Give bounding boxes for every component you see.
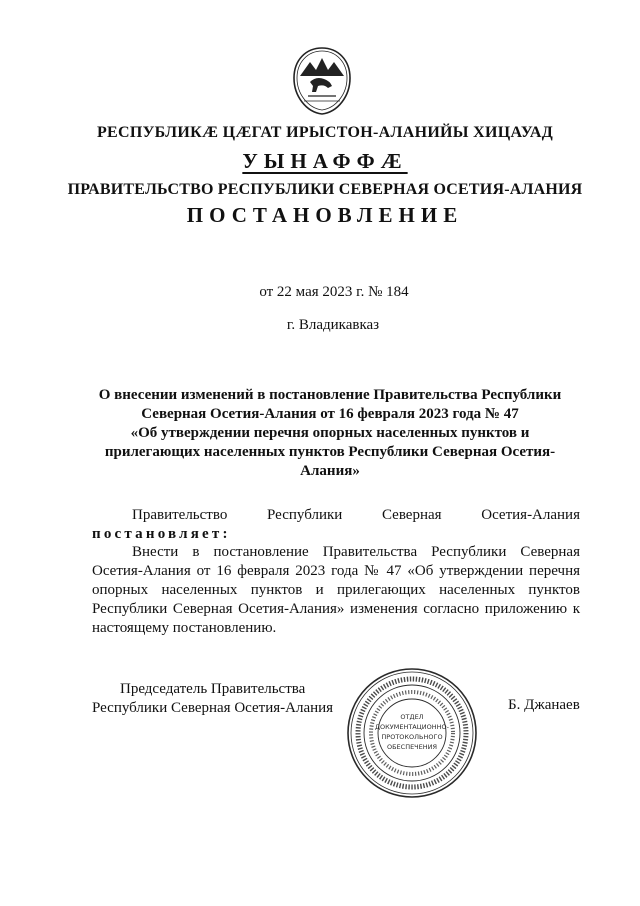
official-seal-stamp [344,665,480,801]
preamble-word: Республики [267,507,343,523]
document-city: г. Владикавказ [286,317,380,333]
preamble-word: Правительство [132,507,228,523]
title-line: прилегающих населенных пунктов Республики Северная Осетия- [104,444,556,460]
position-line-2: Республики Северная Осетия-Алания [92,700,334,716]
preamble [92,506,580,544]
seal-text: ОБЕСПЕЧЕНИЯ [386,743,438,751]
preamble-word: Осетия-Алания [481,507,580,523]
seal-text: ОТДЕЛ [400,713,424,721]
header-republic-ossetian: РЕСПУБЛИКӔ ЦӔГАТ ИРЫСТОН-АЛАНИЙЫ ХИЦАУАД [96,124,554,141]
document-date-number: от 22 мая 2023 г. № 184 [259,284,409,300]
document-title [96,386,564,481]
signatory-position [92,680,333,718]
header-decree: ПОСТАНОВЛЕНИЕ [186,203,464,227]
signatory-name: Б. Джанаев [508,697,580,713]
title-line: Алания» [300,463,360,479]
title-line: Северная Осетия-Алания от 16 февраля 2023 года № 47 [141,406,519,422]
body-paragraph: Внести в постановление Правительства Республики Северная Осетия-Алания от 16 февраля 2023 года № 47 «Об утверждении перечня опорных населенных пунктов и прилегающих населенных пунктов Республики Северная Осетия-Алания» изменения согласно приложению к настоящему постановлению. [92,544,580,636]
header-government: ПРАВИТЕЛЬСТВО РЕСПУБЛИКИ СЕВЕРНАЯ ОСЕТИЯ-АЛАНИЯ [67,181,583,198]
header-decree-ossetian: УЫНАФФӔ [242,149,408,173]
coat-of-arms-emblem [290,46,354,116]
title-line: О внесении изменений в постановление Правительства Республики [98,387,562,403]
position-line-1: Председатель Правительства [120,681,306,697]
seal-text: ДОКУМЕНТАЦИОННО- [374,723,450,731]
seal-text: ПРОТОКОЛЬНОГО [381,733,443,741]
preamble-word: Северная [381,507,442,523]
title-line: «Об утверждении перечня опорных населенных пунктов и [130,425,530,441]
resolves-word: постановляет: [92,526,231,542]
